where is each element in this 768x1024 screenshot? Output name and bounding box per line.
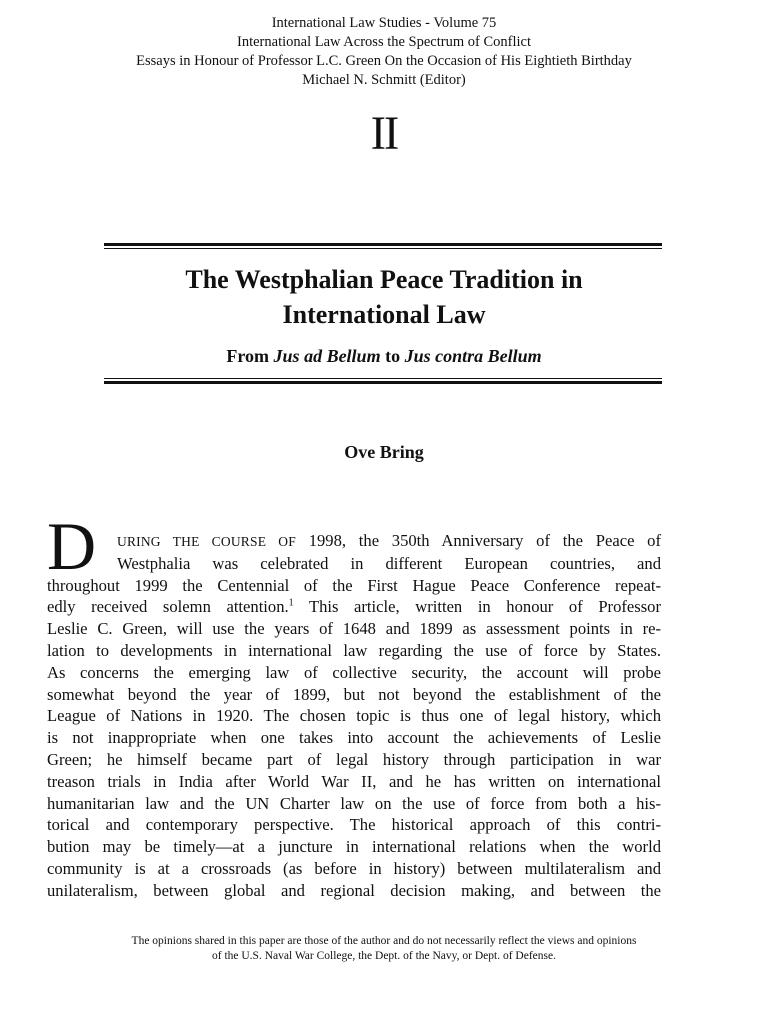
footnote-line-1: The opinions shared in this paper are those of the author and do not necessarily reflect the views and opinions [131,935,637,947]
article-title [0,262,768,332]
body-line: somewhat beyond the year of 1899, but not beyond the establishment of the [47,684,661,704]
title-rule-top [104,243,662,249]
subtitle-italic-1: Jus ad Bellum [273,346,381,366]
first-line-small-caps: URING THE COURSE OF [117,534,296,549]
body-line: bution may be timely—at a juncture in international relations when the world [47,837,661,857]
drop-cap: D [47,508,97,584]
body-line: As concerns the emerging law of collective security, the account will probe [47,662,661,682]
article-subtitle [0,344,768,368]
header-volume: International Law Studies - Volume 75 [271,15,497,31]
running-header [0,14,768,90]
body-line: lation to developments in international law regarding the use of force by States. [47,640,661,660]
header-editor: Michael N. Schmitt (Editor) [302,72,466,88]
footnote-line-2: of the U.S. Naval War College, the Dept. of the Navy, or Dept. of Defense. [212,950,556,962]
body-line: community is at a crossroads (as before in history) between multilateralism and [47,858,661,878]
subtitle-middle: to [380,346,405,366]
chapter-number: II [370,107,398,160]
body-line: throughout 1999 the Centennial of the First Hague Peace Conference repeat- [47,575,661,595]
article-body [47,530,661,902]
body-line: URING THE COURSE OF 1998, the 350th Anniversary of the Peace of [117,531,661,550]
body-line: Westphalia was celebrated in different European countries, and [117,553,661,573]
disclaimer-footnote [0,934,768,964]
header-subtitle: Essays in Honour of Professor L.C. Green On the Occasion of His Eightieth Birthday [136,53,632,69]
title-rule-bottom [104,378,662,384]
title-line-2: International Law [282,300,486,329]
subtitle-prefix: From [226,346,274,366]
body-line: unilateralism, between global and regional decision making, and between the [47,880,661,900]
subtitle-italic-2: Jus contra Bellum [404,346,542,366]
body-line: torical and contemporary perspective. The historical approach of this contri- [47,815,661,835]
body-line: Leslie C. Green, will use the years of 1648 and 1899 as assessment points in re- [47,619,661,639]
body-line: League of Nations in 1920. The chosen topic is thus one of legal history, which [47,706,661,726]
body-line: treason trials in India after World War II, and he has written on international [47,771,661,791]
body-line: edly received solemn attention.$^1$ This article, written in honour of Professor [47,597,661,617]
body-line: is not inappropriate when one takes into account the achievements of Leslie [47,728,661,748]
body-line: Green; he himself became part of legal history through participation in war [47,749,661,769]
body-line: humanitarian law and the UN Charter law on the use of force from both a his- [47,793,661,813]
header-book-title: International Law Across the Spectrum of Conflict [237,34,531,50]
author-name: Ove Bring [344,442,424,462]
title-line-1: The Westphalian Peace Tradition in [185,265,583,294]
footnote-ref[interactable]: 1 [288,597,294,609]
